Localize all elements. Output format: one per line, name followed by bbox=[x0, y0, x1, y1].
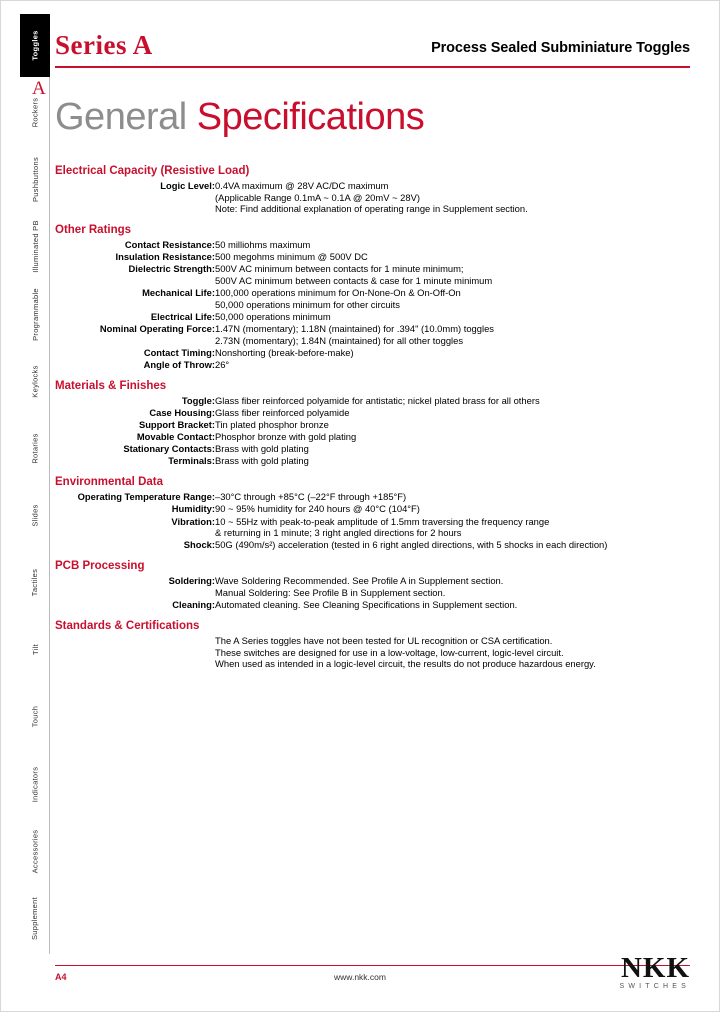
sidebar-tab-supplement[interactable] bbox=[20, 887, 50, 950]
spec-label: Humidity: bbox=[171, 503, 215, 515]
section-title: Standards & Certifications bbox=[55, 620, 200, 633]
spec-value-line: Automated cleaning. See Cleaning Specifications in Supplement section. bbox=[215, 599, 518, 611]
section-title: Other Ratings bbox=[55, 224, 132, 237]
spec-label: Stationary Contacts: bbox=[123, 443, 215, 455]
spec-label: Mechanical Life: bbox=[142, 287, 215, 299]
spec-value bbox=[215, 419, 695, 431]
sidebar-tab-label: Indicators bbox=[30, 766, 40, 802]
spec-row bbox=[55, 419, 695, 431]
sidebar-tab-label: Pushbuttons bbox=[30, 157, 40, 203]
spec-row bbox=[55, 455, 695, 467]
spec-label: Dielectric Strength: bbox=[128, 263, 215, 275]
spec-label: Vibration: bbox=[171, 515, 215, 527]
spec-label: Electrical Life: bbox=[150, 310, 215, 322]
spec-value-line: Phosphor bronze with gold plating bbox=[215, 431, 357, 443]
spec-row bbox=[55, 251, 695, 263]
spec-label: Toggle: bbox=[181, 394, 215, 406]
spec-value bbox=[215, 503, 695, 515]
spec-row bbox=[55, 443, 695, 455]
spec-value-line: Manual Soldering: See Profile B in Supplement section. bbox=[215, 586, 446, 598]
header-divider bbox=[55, 66, 690, 68]
series-title: Series A bbox=[55, 30, 153, 60]
spec-section bbox=[55, 560, 695, 611]
footer-divider bbox=[55, 965, 690, 966]
spec-value bbox=[215, 599, 695, 611]
spec-value-line: & returning in 1 minute; 3 right angled directions for 2 hours bbox=[215, 527, 462, 539]
spec-value-line: 50 milliohms maximum bbox=[215, 239, 311, 251]
spec-table bbox=[55, 180, 695, 215]
spec-value-line: Glass fiber reinforced polyamide bbox=[215, 406, 350, 418]
sidebar-tab-label: Rotaries bbox=[30, 433, 40, 464]
spec-row bbox=[55, 431, 695, 443]
sidebar-tab-label: Touch bbox=[30, 706, 40, 728]
spec-value bbox=[215, 516, 695, 540]
section-title: Electrical Capacity (Resistive Load) bbox=[55, 165, 250, 177]
sidebar-tab-strip bbox=[20, 14, 50, 954]
spec-value-line: 50G (490m/s²) acceleration (tested in 6 right angled directions, with 5 shocks in each direction) bbox=[215, 539, 608, 551]
spec-label: Case Housing: bbox=[149, 406, 215, 418]
spec-label: Insulation Resistance: bbox=[115, 251, 215, 263]
spec-table bbox=[55, 239, 695, 371]
page-title bbox=[55, 96, 424, 139]
spec-value bbox=[215, 180, 695, 215]
spec-value bbox=[215, 431, 695, 443]
logo-tagline: SWITCHES bbox=[619, 983, 690, 990]
spec-label: Contact Timing: bbox=[143, 346, 215, 358]
spec-value-line: –30°C through +85°C (–22°F through +185°F) bbox=[215, 491, 407, 503]
spec-value-line: Glass fiber reinforced polyamide for antistatic; nickel plated brass for all others bbox=[215, 394, 540, 406]
spec-row bbox=[55, 599, 695, 611]
spec-row bbox=[55, 323, 695, 347]
spec-label: Support Bracket: bbox=[138, 419, 215, 430]
spec-value-line: 100,000 operations minimum for On-None-On & On-Off-On bbox=[215, 287, 461, 299]
footer-url: www.nkk.com bbox=[334, 972, 386, 982]
spec-row bbox=[55, 359, 695, 371]
spec-section bbox=[55, 620, 695, 670]
spec-table bbox=[55, 395, 695, 468]
spec-label: Operating Temperature Range: bbox=[77, 491, 215, 503]
sidebar-tab-toggles[interactable] bbox=[20, 14, 50, 77]
spec-value bbox=[215, 443, 695, 455]
sidebar-tab-accessories[interactable] bbox=[20, 820, 50, 883]
sidebar-tab-label: Tilt bbox=[30, 644, 40, 656]
spec-section bbox=[55, 224, 695, 371]
spec-value bbox=[215, 539, 695, 551]
spec-row bbox=[55, 287, 695, 311]
spec-value-line: 500 megohms minimum @ 500V DC bbox=[215, 251, 368, 263]
spec-value bbox=[215, 287, 695, 311]
spec-value-line: When used as intended in a logic-level circuit, the results do not produce hazardous energy. bbox=[215, 658, 596, 670]
page-title-word-general: General bbox=[55, 96, 197, 138]
section-title: Materials & Finishes bbox=[55, 379, 167, 392]
spec-value-line: Note: Find additional explanation of operating range in Supplement section. bbox=[215, 203, 528, 215]
spec-value-line: (Applicable Range 0.1mA ~ 0.1A @ 20mV ~ 28V) bbox=[215, 191, 420, 203]
sidebar-tab-programmable[interactable] bbox=[20, 283, 50, 346]
spec-value-line: 10 ~ 55Hz with peak-to-peak amplitude of 1.5mm traversing the frequency range bbox=[215, 515, 550, 527]
sidebar-tab-slides[interactable] bbox=[20, 484, 50, 547]
spec-value-line: Brass with gold plating bbox=[215, 443, 309, 455]
sidebar-tab-label: Illuminated PB bbox=[30, 220, 40, 274]
spec-value-line: Nonshorting (break-before-make) bbox=[215, 346, 354, 358]
sidebar-tab-label: Accessories bbox=[30, 829, 40, 874]
sidebar-tab-label: Supplement bbox=[30, 896, 40, 940]
spec-label: Angle of Throw: bbox=[143, 358, 215, 370]
page-title-word-specifications: Specifications bbox=[196, 96, 425, 138]
spec-row bbox=[55, 180, 695, 215]
sidebar-tab-label: Programmable bbox=[30, 287, 40, 341]
spec-value-line: The A Series toggles have not been tested for UL recognition or CSA certification. bbox=[215, 635, 553, 647]
spec-value-line: Tin plated phosphor bronze bbox=[215, 419, 329, 430]
spec-label: Logic Level: bbox=[160, 180, 215, 191]
section-title: PCB Processing bbox=[55, 560, 145, 573]
page-number: A4 bbox=[55, 972, 67, 982]
spec-row bbox=[55, 575, 695, 599]
spec-value bbox=[215, 311, 695, 323]
spec-row bbox=[55, 516, 695, 540]
spec-value bbox=[215, 347, 695, 359]
spec-label: Contact Resistance: bbox=[124, 239, 215, 251]
series-letter-marker: A bbox=[32, 78, 46, 99]
sidebar-tab-label: Tactiles bbox=[30, 568, 40, 597]
spec-label: Shock: bbox=[183, 539, 215, 551]
spec-table bbox=[55, 491, 695, 551]
sidebar-tab-illuminated-pb[interactable] bbox=[20, 215, 50, 278]
section-title: Environmental Data bbox=[55, 476, 163, 489]
spec-label bbox=[55, 635, 215, 670]
spec-value bbox=[215, 575, 695, 599]
spec-value bbox=[215, 455, 695, 467]
spec-section bbox=[55, 380, 695, 468]
spec-value bbox=[215, 395, 695, 407]
spec-label: Cleaning: bbox=[172, 599, 215, 611]
spec-value-line: 26° bbox=[215, 358, 230, 370]
spec-value bbox=[215, 359, 695, 371]
sidebar-tab-label: Slides bbox=[30, 504, 40, 527]
spec-row bbox=[55, 407, 695, 419]
spec-value-line: 500V AC minimum between contacts for 1 minute minimum; bbox=[215, 263, 464, 275]
sidebar-tab-pushbuttons[interactable] bbox=[20, 148, 50, 211]
spec-value-line: 50,000 operations minimum for other circuits bbox=[215, 298, 400, 310]
sidebar-tab-keylocks[interactable] bbox=[20, 350, 50, 413]
spec-value-line: 500V AC minimum between contacts & case for 1 minute minimum bbox=[215, 275, 493, 287]
spec-row bbox=[55, 311, 695, 323]
spec-section bbox=[55, 165, 695, 215]
spec-label: Soldering: bbox=[168, 575, 215, 587]
spec-row bbox=[55, 239, 695, 251]
spec-row bbox=[55, 263, 695, 287]
sidebar-tab-rotaries[interactable] bbox=[20, 417, 50, 480]
spec-value bbox=[215, 635, 695, 670]
spec-label: Terminals: bbox=[168, 455, 215, 467]
spec-table bbox=[55, 635, 695, 670]
spec-value-line: 90 ~ 95% humidity for 240 hours @ 40°C (104°F) bbox=[215, 503, 420, 515]
spec-label: Movable Contact: bbox=[136, 431, 215, 443]
spec-value-line: 2.73N (momentary); 1.84N (maintained) for all other toggles bbox=[215, 334, 464, 346]
spec-row bbox=[55, 347, 695, 359]
spec-value bbox=[215, 323, 695, 347]
spec-value-line: 50,000 operations minimum bbox=[215, 310, 331, 322]
logo-wordmark: NKK bbox=[620, 952, 690, 984]
sidebar-tab-label: Toggles bbox=[30, 30, 40, 61]
spec-value bbox=[215, 263, 695, 287]
spec-value-line: Brass with gold plating bbox=[215, 455, 309, 467]
spec-value-line: These switches are designed for use in a low-voltage, low-current, logic-level circuit. bbox=[215, 646, 564, 658]
spec-value-line: Wave Soldering Recommended. See Profile A in Supplement section. bbox=[215, 575, 504, 587]
spec-value bbox=[215, 407, 695, 419]
spec-section bbox=[55, 476, 695, 551]
spec-row bbox=[55, 503, 695, 515]
sidebar-tab-tilt[interactable] bbox=[20, 618, 50, 681]
spec-row bbox=[55, 635, 695, 670]
sidebar-tab-indicators[interactable] bbox=[20, 753, 50, 816]
spec-row bbox=[55, 539, 695, 551]
spec-value bbox=[215, 251, 695, 263]
sidebar-tab-touch[interactable] bbox=[20, 685, 50, 748]
spec-value-line: 0.4VA maximum @ 28V AC/DC maximum bbox=[215, 180, 389, 191]
spec-table bbox=[55, 575, 695, 611]
sidebar-tab-tactiles[interactable] bbox=[20, 551, 50, 614]
nkk-logo bbox=[619, 952, 690, 990]
sidebar-tab-label: Keylocks bbox=[30, 365, 40, 398]
spec-label: Nominal Operating Force: bbox=[99, 322, 215, 334]
spec-value-line: 1.47N (momentary); 1.18N (maintained) for .394" (10.0mm) toggles bbox=[215, 322, 494, 334]
sidebar-tab-label: Rockers bbox=[30, 97, 40, 128]
spec-row bbox=[55, 395, 695, 407]
specifications-content bbox=[55, 165, 695, 679]
spec-row bbox=[55, 491, 695, 503]
spec-value bbox=[215, 239, 695, 251]
header-subtitle: Process Sealed Subminiature Toggles bbox=[431, 40, 690, 56]
spec-value bbox=[215, 491, 695, 503]
